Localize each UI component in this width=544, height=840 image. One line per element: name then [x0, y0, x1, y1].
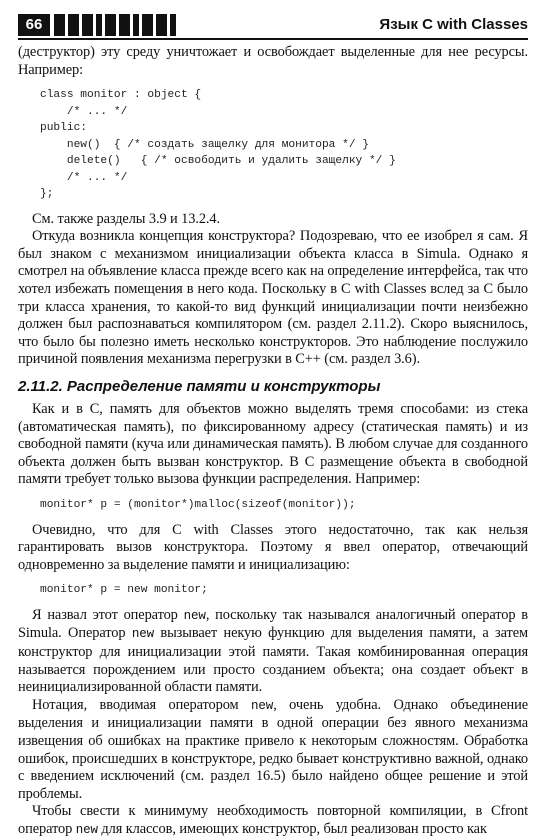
section-heading: 2.11.2. Распределение памяти и конструкторы [18, 378, 381, 396]
paragraph: Как и в C, память для объектов можно выделять тремя способами: из стека (автоматическая память), по фиксированному адресу (статическая память) и из свободной памяти (куча или динамическая память). В любом случае для созданного объекта должен быть вызван конструктор. В C размещение объекта в свободной памяти требует только вызова функции распределения. Например: [18, 401, 528, 488]
chapter-title: Язык C with Classes [379, 16, 528, 33]
page-body [18, 44, 528, 840]
text-run: Нотация, вводимая оператором [32, 696, 251, 713]
paragraph: Откуда возникла концепция конструктора? Подозреваю, что ее изобрел я сам. Я был знаком с механизмом инициализации объекта класса в Simula. Однако я смотрел на объявление класса прежде всего как на определение интерфейса, так что хотел избежать помещения в него кода. Поскольку в C with Classes вслед за C было три класса хранения, то какой-то вид функций инициализации почти неизбежно должен был распознаваться компилятором (см. раздел 2.11.2). Скоро выяснилось, что было бы полезно иметь несколько конструкторов. Это наблюдение послужило причиной появления механизма перегрузки в C++ (см. раздел 3.6). [18, 228, 529, 368]
paragraph [18, 697, 528, 804]
text-run: Чтобы свести к минимуму необходимость повторной компиляции, в Cfront оператор [18, 803, 528, 837]
text-run: для классов, имеющих конструктор, был реализован просто как [97, 820, 487, 837]
header-decoration [54, 14, 176, 36]
text-run: , поскольку так назывался аналогичный оператор в Simula. Оператор [18, 606, 528, 642]
inline-code: new [131, 627, 155, 642]
paragraph: (деструктор) эту среду уничтожает и освобождает выделенные для нее ресурсы. Например: [18, 44, 528, 78]
page-number: 66 [18, 14, 50, 36]
text-run: вызывает некую функцию для выделения памяти, а затем конструктор для инициализации этой памяти. Такая комбинированная операция называется порождением или просто созданием объекта; она создает объект в неинициализированной области памяти. [18, 625, 528, 696]
code-listing: monitor* p = (monitor*)malloc(sizeof(monitor)); [40, 499, 356, 511]
text-run: , очень удобна. Однако объединение выделения и инициализации памяти в одной операции без явного механизма извещения об ошибках на практике привело к некоторым сложностям. Обработка ошибок, происшедших в конструкторе, редко бывает конструктивно важной, однако с введением исключений (см. раздел 16.5) было найдено общее решение и этой проблемы. [18, 696, 528, 802]
paragraph: Очевидно, что для C with Classes этого недостаточно, так как нельзя гарантировать вызов конструктора. Поэтому я ввел оператор, отвечающий одновременно за выделение памяти и инициализацию: [18, 521, 528, 573]
paragraph: См. также разделы 3.9 и 13.2.4. [32, 210, 221, 227]
inline-code: new [75, 822, 98, 837]
text-run: Я назвал этот оператор [32, 606, 184, 623]
code-listing: class monitor : object { /* ... */ public: new() { /* создать защелку для монитора */ } delete() { /* освободить и удалить защелку */ } /* ... */ }; [40, 89, 396, 201]
paragraph [18, 607, 528, 697]
code-listing: monitor* p = new monitor; [40, 584, 208, 597]
inline-code: new [251, 698, 274, 713]
paragraph [18, 803, 528, 839]
inline-code: new [183, 608, 206, 623]
running-header [18, 14, 528, 40]
